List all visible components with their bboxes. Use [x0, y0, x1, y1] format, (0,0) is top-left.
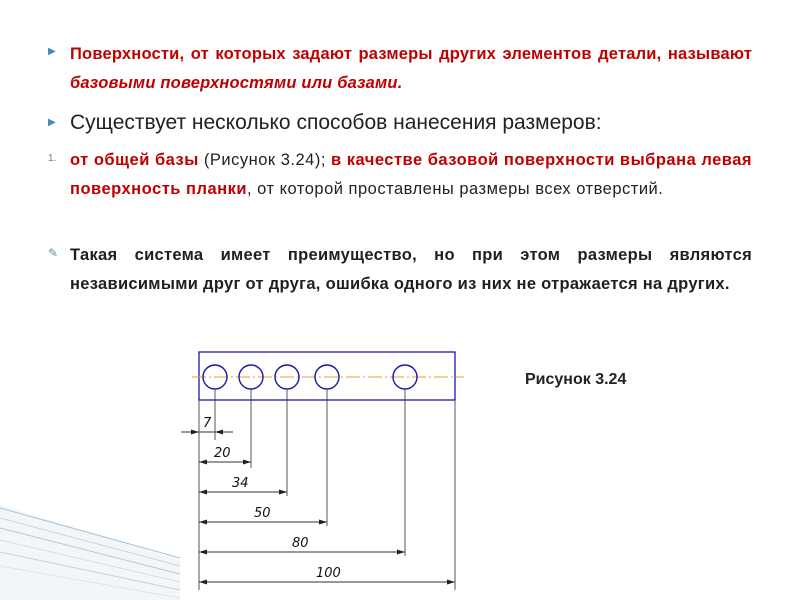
figure-reference: (Рисунок 3.24);: [198, 151, 331, 169]
list-number: 1.: [48, 153, 57, 164]
dimension-label-7: 7: [203, 416, 212, 431]
dimension-label-20: 20: [214, 446, 231, 461]
methods-heading: Существует несколько способов нанесения размеров:: [70, 111, 602, 134]
common-base-term: от общей базы: [70, 151, 199, 169]
bullet-icon: ✎: [48, 246, 59, 260]
base-surface-note: в качестве базовой поверхности выбрана левая поверхность планки: [70, 151, 753, 198]
dimension-label-34: 34: [232, 476, 249, 491]
definition-text: Поверхности, от которых задают размеры других элементов детали, называют: [70, 45, 752, 63]
dimension-label-100: 100: [316, 566, 341, 581]
bullet-icon: ▶: [48, 117, 56, 128]
dimension-label-50: 50: [254, 506, 271, 521]
definition-term: базовыми поверхностями или базами.: [70, 74, 403, 92]
bullet-icon: ▶: [48, 46, 56, 57]
common-base-tail: , от которой проставлены размеры всех отверстий.: [247, 180, 664, 198]
advantage-text: Такая система имеет преимущество, но при этом размеры являются независимыми друг от друга, ошибка одного из них не отражается на других.: [70, 246, 752, 293]
figure-caption: Рисунок 3.24: [525, 371, 627, 388]
dimension-label-80: 80: [292, 536, 309, 551]
